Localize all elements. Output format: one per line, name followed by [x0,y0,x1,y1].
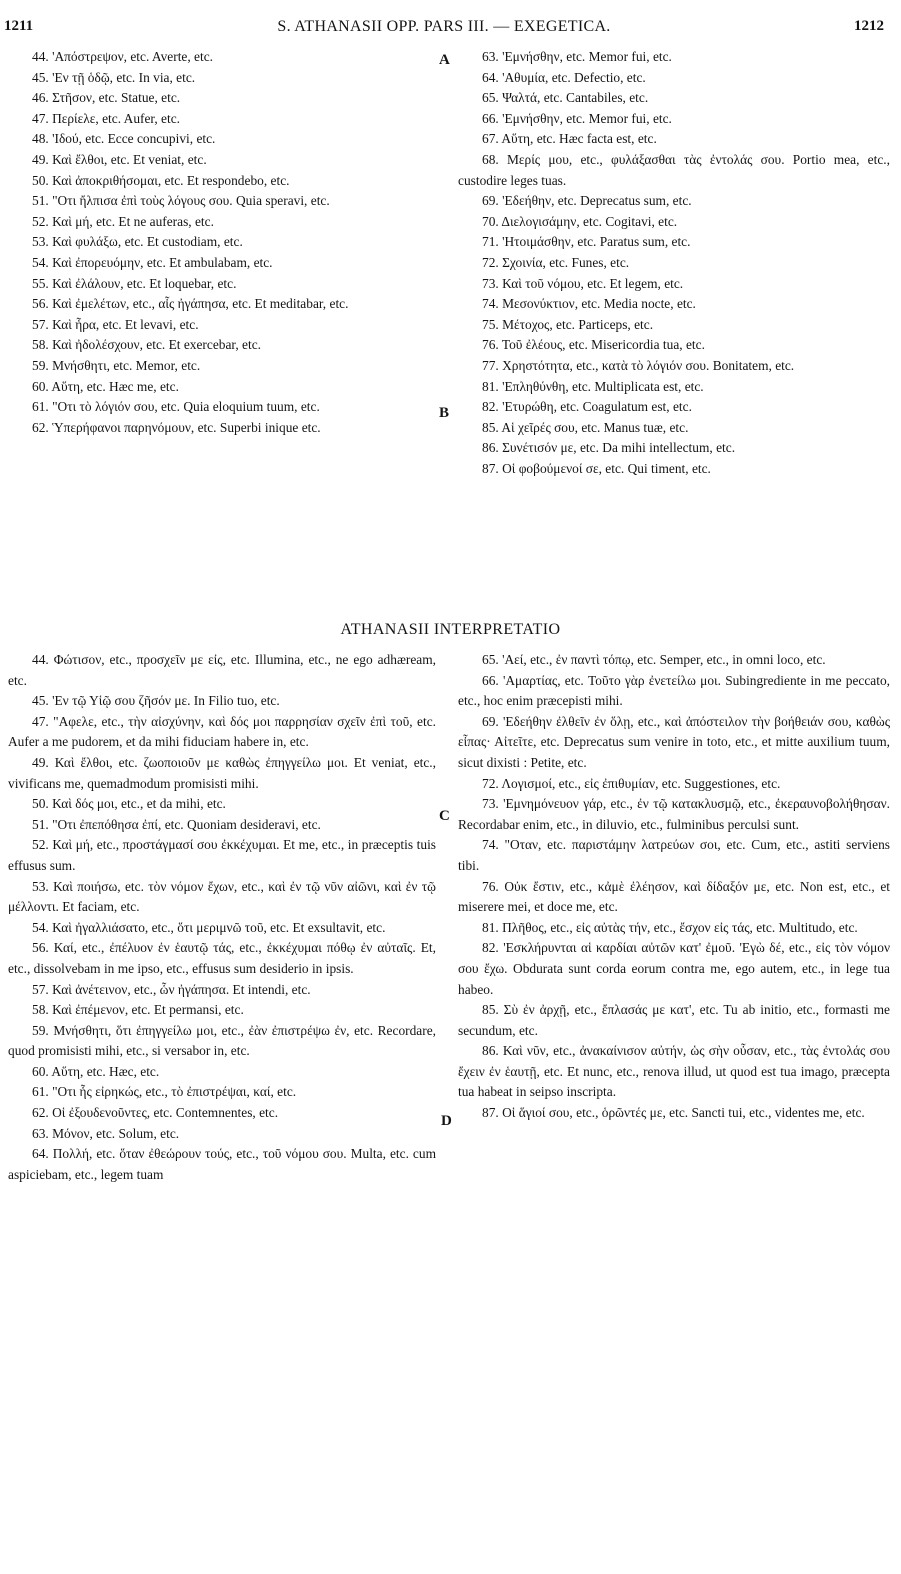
verse-entry: 82. 'Ετυρώθη, etc. Coagulatum est, etc. [482,399,692,415]
verse-entry: 65. Ψαλτά, etc. Cantabiles, etc. [482,90,649,106]
running-title: S. ATHANASII OPP. PARS III. — EXEGETICA. [277,18,611,35]
verse-entry: 71. 'Ητοιμάσθην, etc. Paratus sum, etc. [482,234,691,250]
verse-entry: 67. Αὕτη, etc. Hæc facta est, etc. [482,131,657,147]
interpretation-entry: 49. Καὶ ἔλθοι, etc. ζωοποιοῦν με καθὼς ἐπηγγείλω μοι. Et veniat, etc., vivificans me, quemadmodum promisisti mihi. [8,754,436,791]
interpretation-right [458,650,890,1124]
interpretation-entry: 61. "Οτι ἧς εἰρηκώς, etc., τὸ ἐπιστρέψαι, καί, etc. [32,1084,297,1100]
verse-entry: 61. "Οτι τὸ λόγιόν σου, etc. Quia eloquium tuum, etc. [32,399,320,415]
verse-entry: 76. Τοῦ ἐλέους, etc. Misericordia tua, etc. [482,337,705,353]
interpretation-entry: 56. Καί, etc., ἐπέλυον ἐν ἑαυτῷ τάς, etc., ἐκκέχυμαι πόθῳ ἐν αὐταῖς. Et, etc., dissolvebam in me ipso, etc., effusus sum desiderio in ipsis. [8,940,436,976]
verse-entry: 58. Καὶ ἠδολέσχουν, etc. Et exercebar, etc. [32,337,261,353]
interpretation-entry: 82. 'Εσκλήρυνται αἱ καρδίαι αὐτῶν κατ' ἐμοῦ. 'Εγὼ δέ, etc., εἰς τὸν νόμον σου ἔχω. Obdurata sunt corda eorum contra me, ego autem, etc., in lege tua habeo. [458,940,890,997]
interpretation-entry: 53. Καὶ ποιήσω, etc. τὸν νόμον ἔχων, etc., καὶ ἐν τῷ νῦν αἰῶνι, καὶ ἐν τῷ μέλλοντι. Et faciam, etc. [8,878,436,915]
verse-entry: 73. Καὶ τοῦ νόμου, etc. Et legem, etc. [482,275,684,291]
interpretation-entry: 44. Φώτισον, etc., προσχεῖν με εἰς, etc. Illumina, etc., ne ego adhæream, etc. [8,652,436,688]
interpretation-entry: 64. Πολλή, etc. ὅταν ἐθεώρουν τούς, etc., τοῦ νόμου σου. Multa, etc. cum aspiciebam, etc., legem tuam [8,1146,436,1182]
verse-entry: 62. Ὑπερήφανοι παρηνόμουν, etc. Superbi inique etc. [32,419,321,435]
interpretation-entry: 54. Καὶ ἠγαλλιάσατο, etc., ὅτι μεριμνῶ τοῦ, etc. Et exsultavit, etc. [32,919,386,935]
verse-entry: 86. Συνέτισόν με, etc. Da mihi intellectum, etc. [482,440,736,456]
verse-entry: 64. 'Αθυμία, etc. Defectio, etc. [482,69,646,85]
interpretation-entry: 85. Σὺ ἐν ἀρχῇ, etc., ἔπλασάς με κατ', etc. Tu ab initio, etc., formasti me secundum, etc. [458,1002,890,1038]
verse-entry: 51. "Οτι ἤλπισα ἐπὶ τοὺς λόγους σου. Quia speravi, etc. [32,193,330,209]
interpretation-entry: 50. Καὶ δός μοι, etc., et da mihi, etc. [32,796,226,812]
interpretation-entry: 57. Καὶ ἀνέτεινον, etc., ὧν ἠγάπησα. Et intendi, etc. [32,981,311,997]
interpretation-left [8,650,436,1185]
verse-entry: 45. 'Εν τῇ ὁδῷ, etc. In via, etc. [32,69,196,85]
verse-entry: 54. Καὶ ἐπορευόμην, etc. Et ambulabam, etc. [32,254,273,270]
margin-marker-c: C [439,808,450,824]
verse-entry: 75. Μέτοχος, etc. Particeps, etc. [482,316,654,332]
verse-list-left [8,47,436,438]
verse-entry: 49. Καὶ ἔλθοι, etc. Et veniat, etc. [32,151,207,167]
verse-entry: 48. 'Ιδού, etc. Ecce concupivi, etc. [32,131,216,147]
verse-entry: 59. Μνήσθητι, etc. Memor, etc. [32,357,201,373]
verse-entry: 60. Αὕτη, etc. Hæc me, etc. [32,378,179,394]
interpretation-entry: 66. 'Αμαρτίας, etc. Τοῦτο γὰρ ἐνετείλω μοι. Subingrediente in me peccato, etc., hoc enim præcepisti mihi. [458,672,890,709]
interpretation-entry: 69. 'Εδεήθην ἐλθεῖν ἐν ὅλῃ, etc., καὶ ἀπόστειλον τὴν βοήθειάν σου, καθὼς εἶπας· Αἰτεῖτε, etc. Deprecatus sum venire in toto, etc., et mitte auxilium tuum, sicut dixisti : Petite, etc. [458,713,890,770]
verse-entry: 69. 'Εδεήθην, etc. Deprecatus sum, etc. [482,193,692,209]
verse-entry: 63. 'Εμνήσθην, etc. Memor fui, etc. [482,49,672,64]
verse-entry: 55. Καὶ ἐλάλουν, etc. Et loquebar, etc. [32,275,237,291]
verse-entry: 44. 'Απόστρεψον, etc. Averte, etc. [32,49,214,64]
verse-entry: 68. Μερίς μου, etc., φυλάξασθαι τὰς ἐντολάς σου. Portio mea, etc., custodire leges tuas. [458,151,890,188]
interpretation-entry: 47. "Αφελε, etc., τὴν αἰσχύνην, καὶ δός μοι παρρησίαν σχεῖν ἐπὶ τοῦ, etc. Aufer a me pudorem, et da mihi fiduciam habere in, etc. [8,713,436,750]
interpretation-entry: 58. Καὶ ἐπέμενον, etc. Et permansi, etc. [32,1002,244,1018]
margin-marker-d: D [441,1113,452,1129]
verse-entry: 56. Καὶ ἐμελέτων, etc., αἷς ἠγάπησα, etc. Et meditabar, etc. [32,296,349,312]
margin-marker-a: A [439,52,450,68]
verse-entry: 46. Στῆσον, etc. Statue, etc. [32,90,181,106]
interpretation-entry: 52. Καὶ μή, etc., προστάγμασί σου ἐκκέχυμαι. Et me, etc., in præceptis tuis effusus sum. [8,837,436,873]
verse-entry: 81. 'Επληθύνθη, etc. Multiplicata est, etc. [482,378,704,394]
verse-entry: 53. Καὶ φυλάξω, etc. Et custodiam, etc. [32,234,243,250]
page-header [4,18,884,44]
right-page-number: 1212 [854,18,884,34]
interpretation-entry: 62. Οἱ ἐξουδενοῦντες, etc. Contemnentes, etc. [32,1105,279,1121]
verse-entry: 87. Οἱ φοβούμενοί σε, etc. Qui timent, etc. [482,460,711,476]
interpretation-entry: 45. 'Εν τῷ Υἱῷ σου ζῆσόν με. In Filio tuo, etc. [32,693,280,709]
interpretation-entry: 72. Λογισμοί, etc., εἰς ἐπιθυμίαν, etc. Suggestiones, etc. [482,775,781,791]
interpretation-entry: 73. 'Εμνημόνευον γάρ, etc., ἐν τῷ κατακλυσμῷ, etc., ἐκεραυνοβολήθησαν. Recordabar enim, etc., in diluvio, etc., fulminibus perculsi sunt. [458,796,890,832]
verse-entry: 66. 'Εμνήσθην, etc. Memor fui, etc. [482,110,672,126]
verse-entry: 85. Αἱ χεῖρές σου, etc. Manus tuæ, etc. [482,419,689,435]
interpretation-entry: 86. Καὶ νῦν, etc., ἀνακαίνισον αὐτήν, ὡς σὴν οὖσαν, etc., τὰς ἐντολάς σου ἔχειν ἐν ἑαυτῇ, etc. Et nunc, etc., renova illud, ut quod est tua imago, præcepta tua habeat in seipso inscripta. [458,1043,890,1100]
verse-entry: 50. Καὶ ἀποκριθήσομαι, etc. Et respondebo, etc. [32,172,290,188]
interpretation-entry: 59. Μνήσθητι, ὅτι ἐπηγγείλω μοι, etc., ἐὰν ἐπιστρέψω ἐν, etc. Recordare, quod promisisti mihi, etc., si versabor in, etc. [8,1022,436,1059]
verse-entry: 72. Σχοινία, etc. Funes, etc. [482,254,630,270]
verse-entry: 52. Καὶ μή, etc. Et ne auferas, etc. [32,213,214,229]
left-page-number: 1211 [4,18,34,34]
section-heading: ATHANASII INTERPRETATIO [340,621,561,638]
interpretation-entry: 63. Μόνον, etc. Solum, etc. [32,1125,180,1141]
verse-entry: 77. Χρηστότητα, etc., κατὰ τὸ λόγιόν σου. Bonitatem, etc. [482,357,795,373]
interpretation-entry: 87. Οἱ ἅγιοί σου, etc., ὁρῶντές με, etc. Sancti tui, etc., videntes me, etc. [482,1105,865,1121]
verse-entry: 70. Διελογισάμην, etc. Cogitavi, etc. [482,213,678,229]
interpretation-entry: 60. Αὕτη, etc. Hæc, etc. [32,1063,160,1079]
verse-entry: 57. Καὶ ἦρα, etc. Et levavi, etc. [32,316,199,332]
interpretation-entry: 81. Πλῆθος, etc., εἰς αὐτὰς τήν, etc., ἔσχον εἰς τάς, etc. Multitudo, etc. [482,919,858,935]
interpretation-entry: 74. "Οταν, etc. παριστάμην λατρεύων σοι, etc. Cum, etc., astiti serviens tibi. [458,837,890,873]
margin-marker-b: B [439,405,450,421]
interpretation-entry: 76. Οὐκ ἔστιν, etc., κἀμὲ ἐλέησον, καὶ δίδαξόν με, etc. Non est, etc., et miserere mei, et doce me, etc. [458,878,890,915]
verse-entry: 74. Μεσονύκτιον, etc. Media nocte, etc. [482,296,696,312]
verse-list-right [458,47,890,479]
verse-entry: 47. Περίελε, etc. Aufer, etc. [32,110,181,126]
interpretation-entry: 65. 'Αεί, etc., ἐν παντὶ τόπῳ, etc. Semper, etc., in omni loco, etc. [482,652,826,667]
interpretation-entry: 51. "Οτι ἐπεπόθησα ἐπί, etc. Quoniam desideravi, etc. [32,816,321,832]
